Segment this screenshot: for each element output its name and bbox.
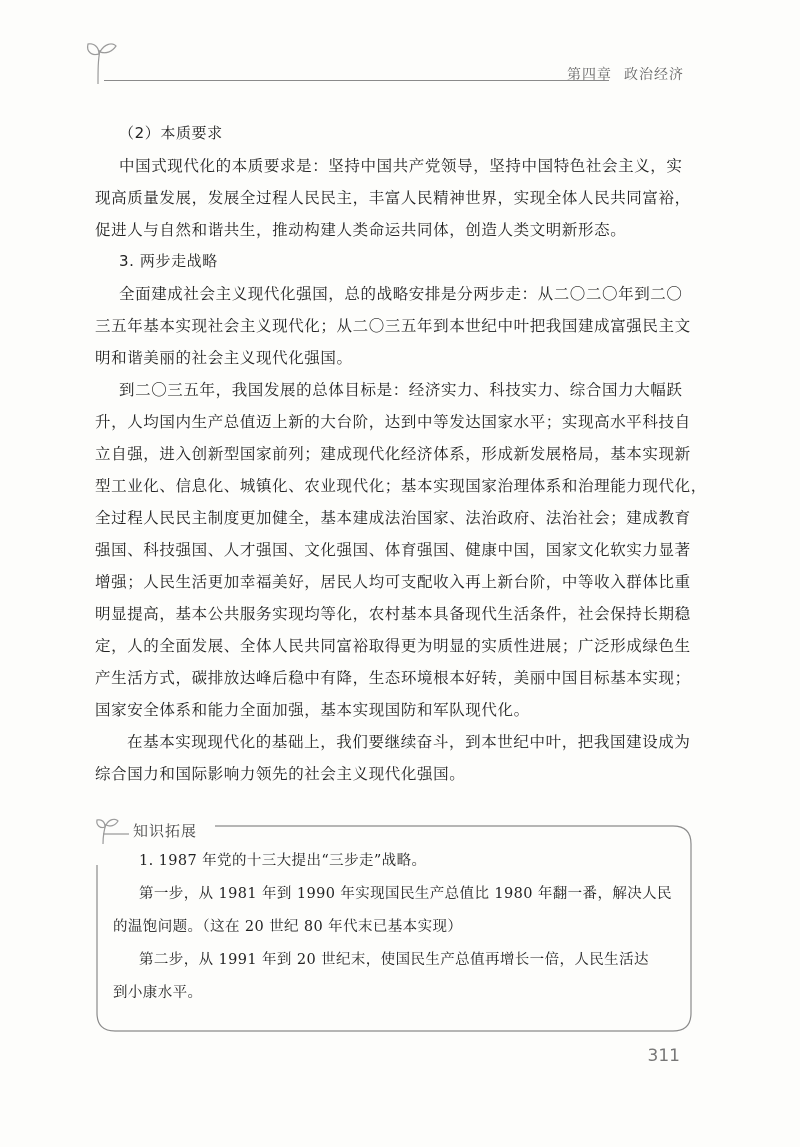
paragraph-line: 国家安全体系和能力全面加强，基本实现国防和军队现代化。 — [95, 701, 530, 719]
paragraph-line: 型工业化、信息化、城镇化、农业现代化；基本实现国家治理体系和治理能力现代化， — [95, 477, 707, 495]
paragraph-line: 升，人均国内生产总值迈上新的大台阶，达到中等发达国家水平；实现高水平科技自 — [95, 413, 691, 431]
paragraph-line: 明显提高，基本公共服务实现均等化，农村基本具备现代生活条件，社会保持长期稳 — [95, 605, 691, 623]
paragraph-line: 强国、科技强国、人才强国、文化强国、体育强国、健康中国，国家文化软实力显著 — [95, 541, 691, 559]
paragraph-line: 中国式现代化的本质要求是：坚持中国共产党领导，坚持中国特色社会主义，实 — [119, 157, 683, 175]
extension-line: 的温饱问题。（这在 20 世纪 80 年代末已基本实现） — [113, 919, 463, 935]
chapter-number: 第四章 — [567, 67, 612, 83]
paragraph-line: 明和谐美丽的社会主义现代化强国。 — [95, 349, 353, 367]
running-header — [84, 24, 704, 84]
paragraph-line: 立自强，进入创新型国家前列；建成现代化经济体系，形成新发展格局，基本实现新 — [95, 445, 691, 463]
paragraph-line: 全面建成社会主义现代化强国，总的战略安排是分两步走：从二〇二〇年到二〇 — [119, 285, 683, 303]
extension-line: 第一步，从 1981 年到 1990 年实现国民生产总值比 1980 年翻一番，解决人民 — [139, 886, 672, 902]
extension-line: 到小康水平。 — [113, 985, 203, 1001]
header-rule — [104, 80, 609, 81]
extension-line: 1. 1987 年党的十三大提出“三步走”战略。 — [139, 853, 427, 869]
paragraph-line: 三五年基本实现社会主义现代化；从二〇三五年到本世纪中叶把我国建成富强民主文 — [95, 317, 691, 335]
chapter-title — [567, 64, 684, 84]
paragraph-line: 全过程人民民主制度更加健全，基本建成法治国家、法治政府、法治社会；建成教育 — [95, 509, 691, 527]
extension-label: 知识拓展 — [133, 822, 198, 840]
page-number: 311 — [647, 1046, 680, 1066]
chapter-name: 政治经济 — [624, 67, 684, 83]
sprout-icon — [95, 810, 135, 846]
sprout-icon — [84, 30, 124, 86]
paragraph-line: 综合国力和国际影响力领先的社会主义现代化强国。 — [95, 765, 466, 783]
paragraph-line: 产生活方式，碳排放达峰后稳中有降，生态环境根本好转，美丽中国目标基本实现； — [95, 669, 691, 687]
paragraph-line: 现高质量发展，发展全过程人民民主，丰富人民精神世界，实现全体人民共同富裕， — [95, 189, 691, 207]
extension-line: 第二步，从 1991 年到 20 世纪末，使国民生产总值再增长一倍，人民生活达 — [139, 952, 649, 968]
paragraph-line: 到二〇三五年，我国发展的总体目标是：经济实力、科技实力、综合国力大幅跃 — [119, 381, 683, 399]
paragraph-line: 增强；人民生活更加幸福美好，居民人均可支配收入再上新台阶，中等收入群体比重 — [95, 573, 691, 591]
knowledge-extension-box — [95, 825, 693, 1033]
heading-essence: （2）本质要求 — [119, 124, 223, 142]
extension-title — [95, 808, 695, 848]
paragraph-line: 在基本实现现代化的基础上，我们要继续奋斗，到本世纪中叶，把我国建设成为 — [127, 733, 691, 751]
heading-two-steps: 3. 两步走战略 — [119, 252, 218, 270]
paragraph-line: 定，人的全面发展、全体人民共同富裕取得更为明显的实质性进展；广泛形成绿色生 — [95, 637, 691, 655]
paragraph-line: 促进人与自然和谐共生，推动构建人类命运共同体，创造人类文明新形态。 — [95, 221, 627, 239]
